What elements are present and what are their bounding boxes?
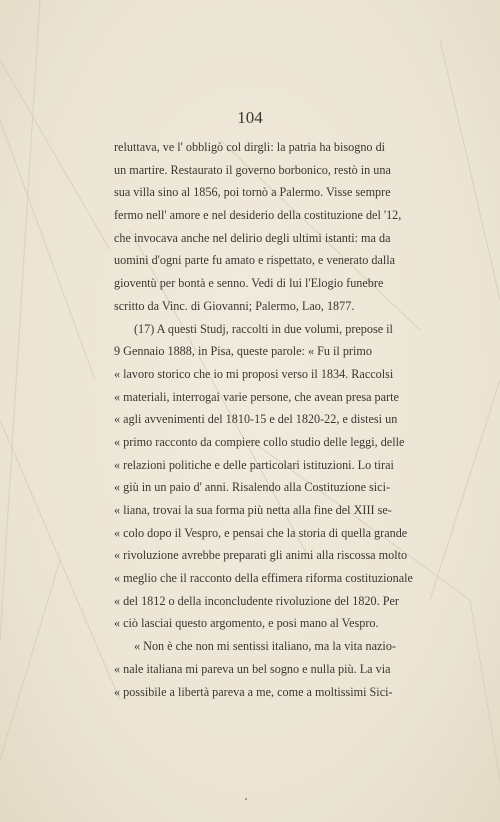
text-line: « meglio che il racconto della effimera riforma costituzionale <box>114 571 413 586</box>
text-line: « nale italiana mi pareva un bel sogno e nulla più. La via <box>114 661 391 676</box>
text-line: « possibile a libertà pareva a me, come a moltissimi Sici- <box>114 684 393 699</box>
text-line: « colo dopo il Vespro, e pensai che la storia di quella grande <box>114 525 408 540</box>
text-line: « rivoluzione avrebbe preparati gli animi alla riscossa molto <box>114 548 408 563</box>
text-line: « lavoro storico che io mi proposi verso il 1834. Raccolsi <box>114 366 394 381</box>
text-line: fermo nell' amore e nel desiderio della costituzione del '12, <box>114 208 402 223</box>
text-line: uomini d'ogni parte fu amato e rispettato, e venerato dalla <box>114 253 396 268</box>
text-line: scritto da Vinc. di Giovanni; Palermo, Lao, 1877. <box>114 298 355 313</box>
paragraph-start-line: « Non è che non mi sentissi italiano, ma la vita nazio- <box>134 639 396 654</box>
text-line: 9 Gennaio 1888, in Pisa, queste parole: « Fu il primo <box>114 344 372 359</box>
text-line: « giù in un paio d' anni. Risalendo alla Costituzione sici- <box>114 480 391 495</box>
paper-speck <box>245 798 247 800</box>
text-line: « del 1812 o della inconcludente rivoluzione del 1820. Per <box>114 593 399 608</box>
body-text <box>114 136 432 703</box>
footnote-start-line: (17) A questi Studj, raccolti in due volumi, prepose il <box>134 321 393 336</box>
text-line: reluttava, ve l' obbligò col dirgli: la patria ha bisogno di <box>114 140 386 154</box>
text-line: sua villa sino al 1856, poi tornò a Palermo. Visse sempre <box>114 185 391 200</box>
text-line: un martire. Restaurato il governo borbonico, restò in una <box>114 162 391 177</box>
page-number: 104 <box>237 108 263 127</box>
text-line: « primo racconto da compiere collo studio delle leggi, delle <box>114 434 405 449</box>
text-line: « relazioni politiche e delle particolari istituzioni. Lo tirai <box>114 457 394 472</box>
text-line: gioventù per bontà e senno. Vedi di lui l'Elogio funebre <box>114 276 384 291</box>
text-line: « ciò lasciai questo argomento, e posi mano al Vespro. <box>114 616 379 631</box>
text-line: « liana, trovai la sua forma più netta alla fine del XIII se- <box>114 503 392 517</box>
text-line: « materiali, interrogai varie persone, che avean presa parte <box>114 389 399 404</box>
text-line: che invocava anche nel delirio degli ultimi istanti: ma da <box>114 230 391 245</box>
text-line: « agli avvenimenti del 1810-15 e del 1820-22, e distesi un <box>114 412 398 427</box>
